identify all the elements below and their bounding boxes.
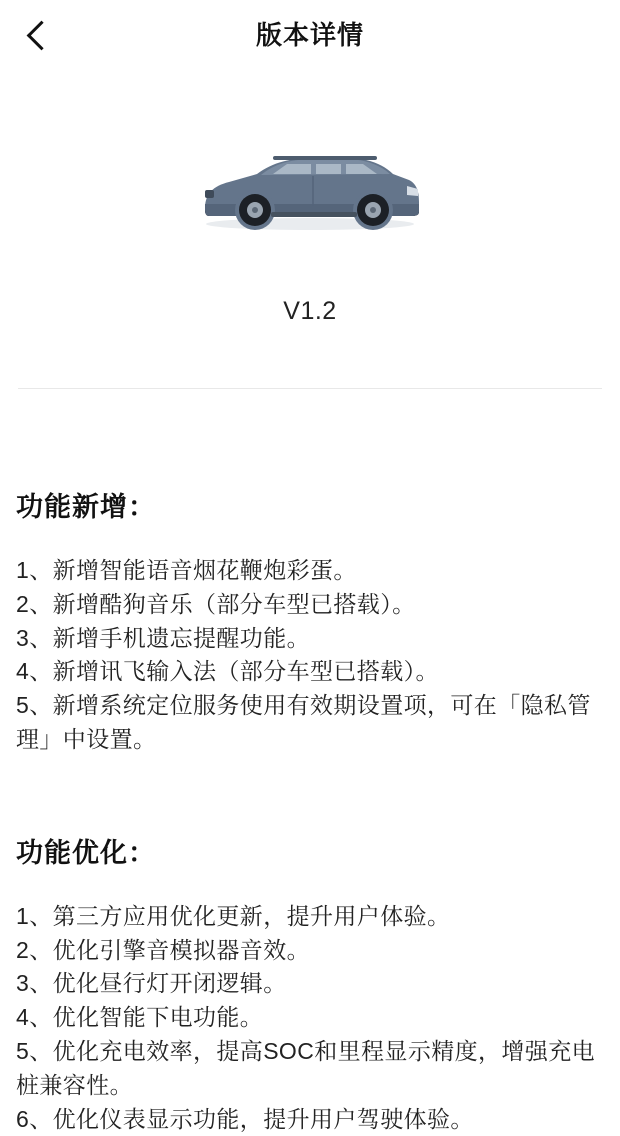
section-title: 功能优化：: [16, 837, 156, 868]
car-image: [0, 98, 620, 283]
page-title: 版本详情: [255, 20, 364, 50]
list-item: 4、新增讯飞输入法（部分车型已搭载）。: [16, 658, 439, 685]
version-label: V1.2: [283, 297, 337, 325]
list-item: 1、新增智能语音烟花鞭炮彩蛋。: [16, 557, 357, 583]
page-header: [0, 0, 620, 70]
list-item: 5、新增系统定位服务使用有效期设置项，可在「隐私管理」中设置。: [16, 692, 591, 752]
back-chevron-icon: [26, 20, 56, 50]
list-item: 2、优化引擎音模拟器音效。: [16, 936, 310, 963]
section-new-features: [16, 485, 604, 757]
hero-section: [0, 70, 620, 326]
section-title: 功能新增：: [16, 492, 156, 522]
section-optimizations: [16, 831, 604, 1136]
car-side-view-icon: [195, 136, 425, 246]
list-item: 3、新增手机遗忘提醒功能。: [16, 624, 310, 651]
back-button[interactable]: [18, 15, 58, 55]
list-item: 5、优化充电效率，提高SOC和里程显示精度，增强充电桩兼容性。: [16, 1037, 596, 1098]
optimization-list: [16, 900, 604, 1136]
list-item: 2、新增酷狗音乐（部分车型已搭载）。: [16, 590, 416, 617]
list-item: 1、第三方应用优化更新，提升用户体验。: [16, 902, 451, 929]
list-item: 6、优化仪表显示功能，提升用户驾驶体验。: [16, 1105, 474, 1132]
release-notes: [0, 485, 620, 1136]
list-item: 4、优化智能下电功能。: [16, 1004, 264, 1031]
section-divider: [18, 388, 602, 389]
feature-list: [16, 554, 604, 757]
list-item: 3、优化昼行灯开闭逻辑。: [16, 970, 287, 997]
